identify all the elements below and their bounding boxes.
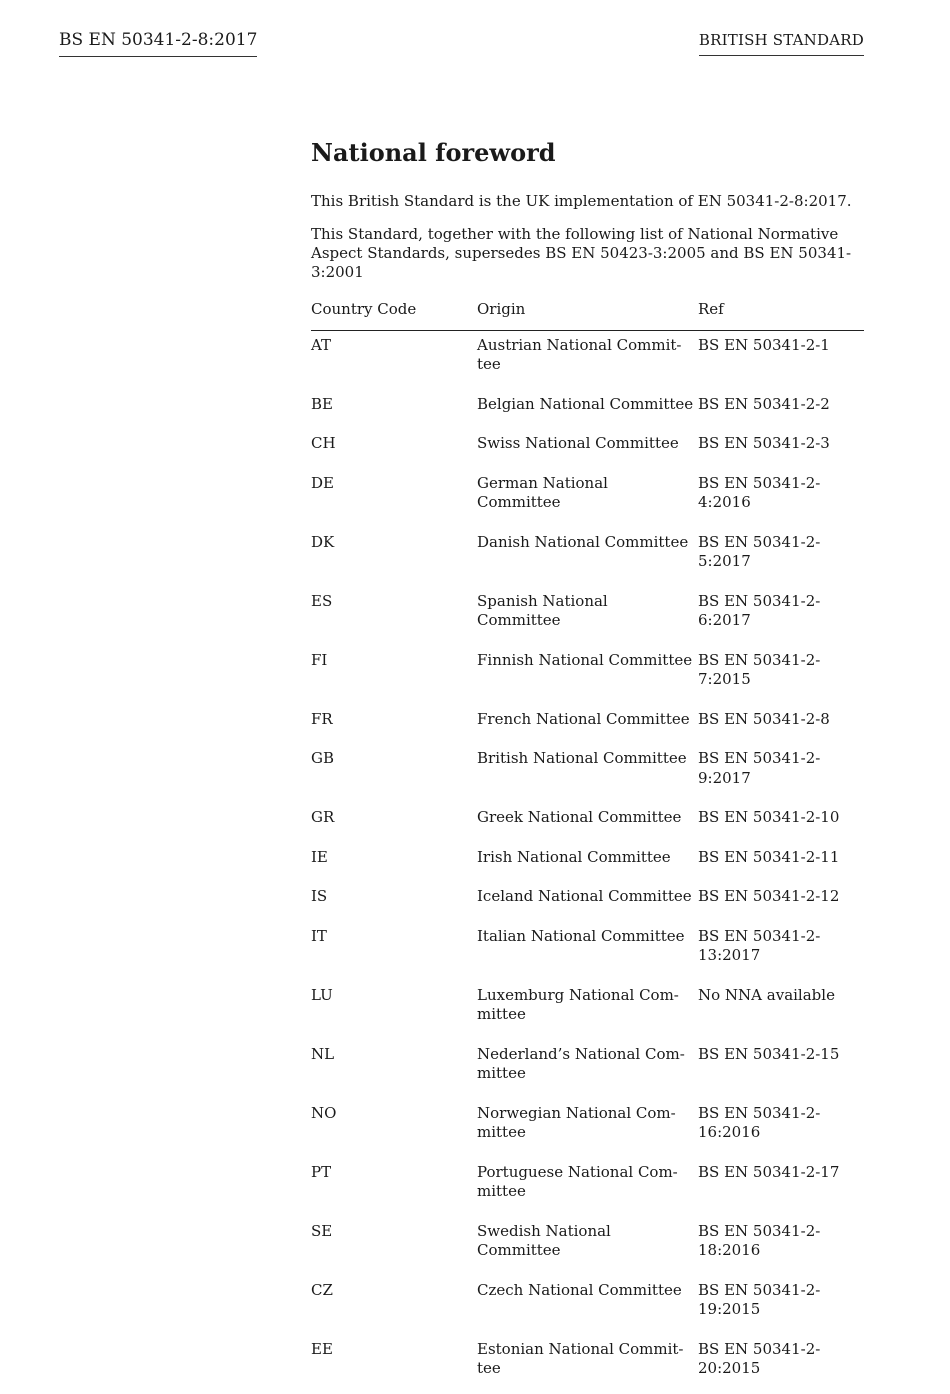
ref-cell: BS EN 50341-2-10 <box>698 808 840 826</box>
origin-cell: Austrian National Commit- tee <box>477 335 682 373</box>
country-code-cell: IS <box>311 887 328 905</box>
table-row <box>311 646 864 705</box>
origin-cell: Finnish National Committee <box>477 650 693 669</box>
origin-cell: Czech National Committee <box>477 1280 682 1299</box>
column-header-origin: Origin <box>477 300 698 330</box>
table-row <box>311 1040 864 1099</box>
country-code-cell: ES <box>311 591 333 610</box>
ref-cell: BS EN 50341-2-7:2015 <box>698 650 821 688</box>
country-code-cell: IT <box>311 926 327 945</box>
table-row <box>311 587 864 646</box>
ref-cell: BS EN 50341-2- 13:2017 <box>698 926 821 964</box>
origin-cell: Norwegian National Com- mittee <box>477 1103 676 1141</box>
main-content <box>311 138 864 1394</box>
table-row <box>311 1217 864 1276</box>
origin-cell: Swiss National Committee <box>477 434 679 452</box>
table-row <box>311 981 864 1040</box>
country-code-cell: GB <box>311 749 335 767</box>
table-row <box>311 1276 864 1335</box>
column-header-country-code: Country Code <box>311 300 477 330</box>
ref-cell: BS EN 50341-2-17 <box>698 1162 840 1181</box>
ref-cell: BS EN 50341-2- 16:2016 <box>698 1103 821 1141</box>
origin-cell: Portuguese National Com- mittee <box>477 1162 678 1200</box>
table-row <box>311 429 864 469</box>
ref-cell: BS EN 50341-2- 19:2015 <box>698 1280 821 1318</box>
country-code-cell: AT <box>311 335 332 354</box>
country-code-cell: DK <box>311 532 335 551</box>
origin-cell: Belgian National Committee <box>477 394 694 413</box>
table-row <box>311 843 864 883</box>
country-code-cell: NL <box>311 1044 335 1063</box>
origin-cell: Greek National Committee <box>477 808 682 826</box>
ref-cell: No NNA available <box>698 985 835 1004</box>
ref-cell: BS EN 50341-2-15 <box>698 1044 840 1063</box>
ref-cell: BS EN 50341-2-12 <box>698 887 840 905</box>
page-title: National foreword <box>311 138 556 167</box>
table-row <box>311 330 864 390</box>
table-body <box>311 330 864 1394</box>
country-code-cell: FI <box>311 650 328 669</box>
origin-cell: German National Committee <box>477 473 608 511</box>
column-header-ref: Ref <box>698 300 864 330</box>
origin-cell: Iceland National Committee <box>477 887 692 905</box>
table-row <box>311 882 864 922</box>
origin-cell: Luxemburg National Com- mittee <box>477 985 679 1023</box>
intro-paragraph: This British Standard is the UK implementation of EN 50341-2-8:2017. <box>311 192 852 210</box>
country-code-cell: IE <box>311 847 328 866</box>
country-code-cell: FR <box>311 709 333 728</box>
origin-cell: French National Committee <box>477 709 690 728</box>
country-code-cell: CH <box>311 434 336 452</box>
country-code-cell: SE <box>311 1221 333 1240</box>
country-code-cell: LU <box>311 985 333 1004</box>
ref-cell: BS EN 50341-2- 5:2017 <box>698 532 821 570</box>
series-header: BRITISH STANDARD <box>699 31 864 56</box>
table-row <box>311 744 864 803</box>
origin-cell: Danish National Committee <box>477 532 689 551</box>
supersedes-paragraph: This Standard, together with the following list of National Normative Aspect Standards, supersedes BS EN 50423-3:2005 and BS EN 50341-3:2001 <box>311 225 852 281</box>
origin-cell: Nederland’s National Com- mittee <box>477 1044 685 1082</box>
ref-cell: BS EN 50341-2- 9:2017 <box>698 749 821 787</box>
country-code-cell: PT <box>311 1162 332 1181</box>
ref-cell: BS EN 50341-2- 6:2017 <box>698 591 821 629</box>
origin-cell: Estonian National Commit- tee <box>477 1339 684 1377</box>
table-header-row <box>311 300 864 330</box>
origin-cell: Swedish National Committee <box>477 1221 611 1259</box>
table-row <box>311 1158 864 1217</box>
origin-cell: Spanish National Committee <box>477 591 608 629</box>
table-row <box>311 803 864 843</box>
ref-cell: BS EN 50341-2-8 <box>698 709 830 728</box>
origin-cell: British National Committee <box>477 749 687 767</box>
ref-cell: BS EN 50341-2-2 <box>698 394 830 413</box>
country-code-cell: EE <box>311 1339 333 1358</box>
table-row <box>311 469 864 528</box>
table-row <box>311 1099 864 1158</box>
country-code-cell: CZ <box>311 1280 333 1299</box>
table-row <box>311 390 864 430</box>
ref-cell: BS EN 50341-2-11 <box>698 847 840 866</box>
table-row <box>311 1335 864 1394</box>
country-code-cell: NO <box>311 1103 337 1122</box>
table-row <box>311 922 864 981</box>
document-id-header: BS EN 50341-2-8:2017 <box>59 30 257 57</box>
ref-cell: BS EN 50341-2- 4:2016 <box>698 473 821 511</box>
origin-cell: Italian National Committee <box>477 926 685 945</box>
table-row <box>311 705 864 745</box>
ref-cell: BS EN 50341-2- 20:2015 <box>698 1339 821 1377</box>
table-row <box>311 528 864 587</box>
national-normative-aspects-table <box>311 300 864 1394</box>
ref-cell: BS EN 50341-2-3 <box>698 434 830 452</box>
ref-cell: BS EN 50341-2- 18:2016 <box>698 1221 821 1259</box>
ref-cell: BS EN 50341-2-1 <box>698 335 830 354</box>
country-code-cell: BE <box>311 394 333 413</box>
origin-cell: Irish National Committee <box>477 847 671 866</box>
country-code-cell: GR <box>311 808 335 826</box>
country-code-cell: DE <box>311 473 334 492</box>
